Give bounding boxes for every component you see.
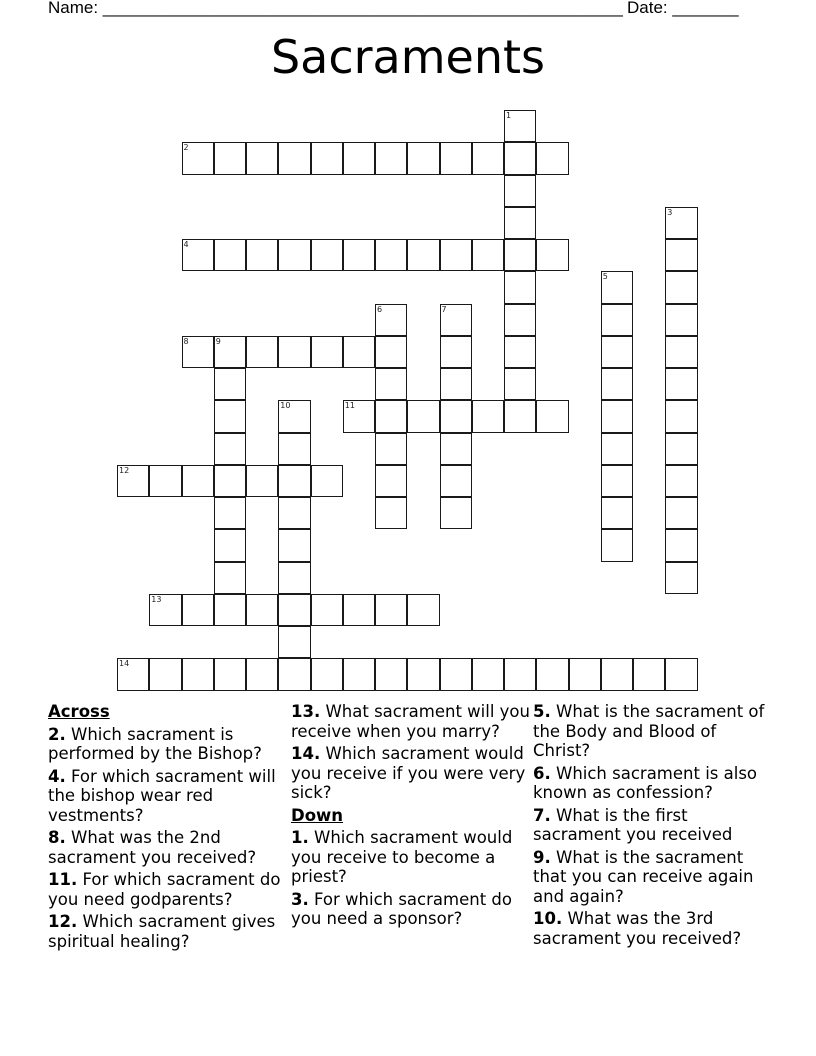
cell-number: 8 [183,336,189,346]
clue-number: 5. [533,702,551,721]
grid-cell[interactable] [440,497,472,529]
clue-number: 13. [291,702,321,721]
grid-cell[interactable] [278,336,310,368]
grid-cell[interactable] [472,142,504,174]
grid-cell[interactable] [214,239,246,271]
grid-cell[interactable] [182,658,214,690]
grid-cell[interactable] [375,336,407,368]
grid-cell[interactable] [117,658,149,690]
grid-cell[interactable] [343,594,375,626]
grid-cell[interactable] [504,142,536,174]
grid-cell[interactable] [440,433,472,465]
clue-text: What was the 2nd sacrament you received? [48,828,257,867]
grid-cell[interactable] [440,304,472,336]
grid-cell[interactable] [246,594,278,626]
grid-cell[interactable] [343,239,375,271]
clue-across-8 [48,828,288,867]
cell-number: 4 [183,240,189,249]
clue-text: Which sacrament is also known as confession? [533,763,758,802]
clue-text: For which sacrament will the bishop wear red vestments? [48,766,276,825]
grid-cell[interactable] [278,465,310,497]
clues-column-3 [533,702,773,951]
clue-number: 3. [291,889,309,909]
clues-column-2 [291,702,531,932]
grid-cell[interactable] [278,433,310,465]
clue-across-13 [291,702,531,741]
grid-cell[interactable] [440,400,472,432]
grid-cell[interactable] [214,142,246,174]
clues-column-1 [48,702,288,954]
grid-cell[interactable] [343,658,375,690]
grid-cell[interactable] [117,465,149,497]
clue-down-7 [533,806,773,845]
grid-cell[interactable] [343,142,375,174]
cell-number: 3 [667,207,673,217]
grid-cell[interactable] [504,336,536,368]
grid-cell[interactable] [149,594,181,626]
grid-cell[interactable] [278,594,310,626]
clue-text: For which sacrament do you need a sponsor? [291,889,512,928]
grid-cell[interactable] [182,594,214,626]
cell-number: 12 [119,465,130,475]
clue-down-6 [533,764,773,803]
grid-cell[interactable] [665,400,697,432]
grid-cell[interactable] [375,400,407,432]
grid-cell[interactable] [633,658,665,690]
grid-cell[interactable] [504,239,536,271]
grid-cell[interactable] [472,239,504,271]
clue-text: What was the 3rd sacrament you received? [533,909,742,948]
grid-cell[interactable] [311,142,343,174]
clue-across-4 [48,767,288,826]
clue-across-14 [291,744,531,803]
down-heading: Down [291,805,344,825]
grid-cell[interactable] [375,239,407,271]
grid-cell[interactable] [375,368,407,400]
grid-cell[interactable] [601,465,633,497]
grid-cell[interactable] [375,142,407,174]
grid-cell[interactable] [407,400,439,432]
grid-cell[interactable] [375,658,407,690]
grid-cell[interactable] [504,658,536,690]
grid-cell[interactable] [214,465,246,497]
grid-cell[interactable] [601,271,633,303]
grid-cell[interactable] [504,368,536,400]
grid-cell[interactable] [246,336,278,368]
cell-number: 6 [377,304,383,314]
clue-down-10 [533,909,773,948]
grid-cell[interactable] [665,304,697,336]
grid-cell[interactable] [504,175,536,207]
grid-cell[interactable] [504,110,536,142]
date-field-label: Date: _______ [627,0,739,17]
clue-text: What sacrament will you receive when you marry? [291,702,530,741]
grid-cell[interactable] [407,658,439,690]
grid-cell[interactable] [601,336,633,368]
grid-cell[interactable] [665,207,697,239]
grid-cell[interactable] [601,529,633,561]
grid-cell[interactable] [246,658,278,690]
grid-cell[interactable] [214,368,246,400]
grid-cell[interactable] [311,465,343,497]
grid-cell[interactable] [278,626,310,658]
clue-number: 12. [48,912,78,931]
clue-across-2 [48,725,288,764]
clue-text: What is the sacrament that you can receive again and again? [533,847,754,906]
grid-cell[interactable] [504,400,536,432]
clue-down-1 [291,828,531,887]
grid-cell[interactable] [311,239,343,271]
grid-cell[interactable] [278,239,310,271]
grid-cell[interactable] [214,400,246,432]
grid-cell[interactable] [601,400,633,432]
grid-cell[interactable] [311,594,343,626]
grid-cell[interactable] [569,658,601,690]
grid-cell[interactable] [375,465,407,497]
grid-cell[interactable] [665,433,697,465]
clue-text: Which sacrament is performed by the Bishop? [48,724,262,763]
grid-cell[interactable] [665,529,697,561]
cell-number: 14 [119,659,130,669]
grid-cell[interactable] [214,497,246,529]
grid-cell[interactable] [601,497,633,529]
grid-cell[interactable] [311,336,343,368]
clue-text: Which sacrament would you receive to become a priest? [291,828,513,886]
grid-cell[interactable] [504,271,536,303]
grid-cell[interactable] [246,465,278,497]
clue-text: For which sacrament do you need godparents? [48,870,281,909]
grid-cell[interactable] [440,658,472,690]
grid-cell[interactable] [214,529,246,561]
page-title: Sacraments [270,30,546,84]
grid-cell[interactable] [440,368,472,400]
grid-cell[interactable] [601,433,633,465]
clue-number: 8. [48,828,66,847]
grid-cell[interactable] [665,562,697,594]
grid-cell[interactable] [665,368,697,400]
cell-number: 1 [506,111,512,120]
clue-number: 4. [48,766,66,786]
grid-cell[interactable] [149,465,181,497]
grid-cell[interactable] [182,142,214,174]
clue-down-5 [533,702,773,761]
clue-down-9 [533,848,773,907]
grid-cell[interactable] [182,336,214,368]
grid-cell[interactable] [278,529,310,561]
grid-cell[interactable] [504,304,536,336]
grid-cell[interactable] [375,304,407,336]
grid-cell[interactable] [536,400,568,432]
grid-cell[interactable] [214,562,246,594]
cell-number: 9 [215,336,221,346]
grid-cell[interactable] [472,658,504,690]
grid-cell[interactable] [601,368,633,400]
clue-number: 11. [48,870,78,889]
grid-cell[interactable] [601,304,633,336]
grid-cell[interactable] [278,142,310,174]
grid-cell[interactable] [375,497,407,529]
grid-cell[interactable] [214,658,246,690]
grid-cell[interactable] [343,336,375,368]
grid-cell[interactable] [182,239,214,271]
grid-cell[interactable] [407,142,439,174]
grid-cell[interactable] [246,239,278,271]
grid-cell[interactable] [440,465,472,497]
grid-cell[interactable] [440,239,472,271]
clue-number: 1. [291,828,309,847]
clue-number: 7. [533,805,551,825]
name-field-label: Name: _______________________________________________________ [48,0,623,17]
grid-cell[interactable] [278,497,310,529]
grid-cell[interactable] [665,271,697,303]
grid-cell[interactable] [214,433,246,465]
grid-cell[interactable] [375,433,407,465]
grid-cell[interactable] [278,562,310,594]
clue-number: 9. [533,847,551,867]
grid-cell[interactable] [665,497,697,529]
across-heading: Across [48,702,110,721]
clue-text: Which sacrament would you receive if you were very sick? [291,744,526,802]
cell-number: 5 [602,272,608,282]
grid-cell[interactable] [407,594,439,626]
grid-cell[interactable] [504,207,536,239]
clue-across-12 [48,912,288,951]
cell-number: 2 [183,143,189,153]
grid-cell[interactable] [472,400,504,432]
grid-cell[interactable] [536,658,568,690]
clue-text: Which sacrament gives spiritual healing? [48,912,276,951]
grid-cell[interactable] [214,336,246,368]
clue-text: What is the sacrament of the Body and Blood of Christ? [533,702,765,760]
grid-cell[interactable] [536,239,568,271]
grid-cell[interactable] [665,465,697,497]
grid-cell[interactable] [278,400,310,432]
grid-cell[interactable] [407,239,439,271]
cell-number: 13 [151,594,162,604]
cell-number: 11 [344,401,355,411]
grid-cell[interactable] [665,658,697,690]
clue-number: 10. [533,909,563,928]
clue-text: What is the first sacrament you received [533,805,733,844]
grid-cell[interactable] [311,658,343,690]
clue-across-11 [48,870,288,909]
clue-number: 6. [533,763,551,783]
cell-number: 7 [441,304,447,314]
cell-number: 10 [280,401,291,411]
grid-cell[interactable] [343,400,375,432]
grid-cell[interactable] [665,336,697,368]
grid-cell[interactable] [536,142,568,174]
grid-cell[interactable] [440,142,472,174]
grid-cell[interactable] [246,142,278,174]
grid-cell[interactable] [665,239,697,271]
grid-cell[interactable] [214,594,246,626]
grid-cell[interactable] [182,465,214,497]
clue-number: 14. [291,744,321,763]
grid-cell[interactable] [440,336,472,368]
clue-number: 2. [48,724,66,744]
grid-cell[interactable] [375,594,407,626]
grid-cell[interactable] [149,658,181,690]
grid-cell[interactable] [601,658,633,690]
clue-down-3 [291,890,531,929]
grid-cell[interactable] [278,658,310,690]
